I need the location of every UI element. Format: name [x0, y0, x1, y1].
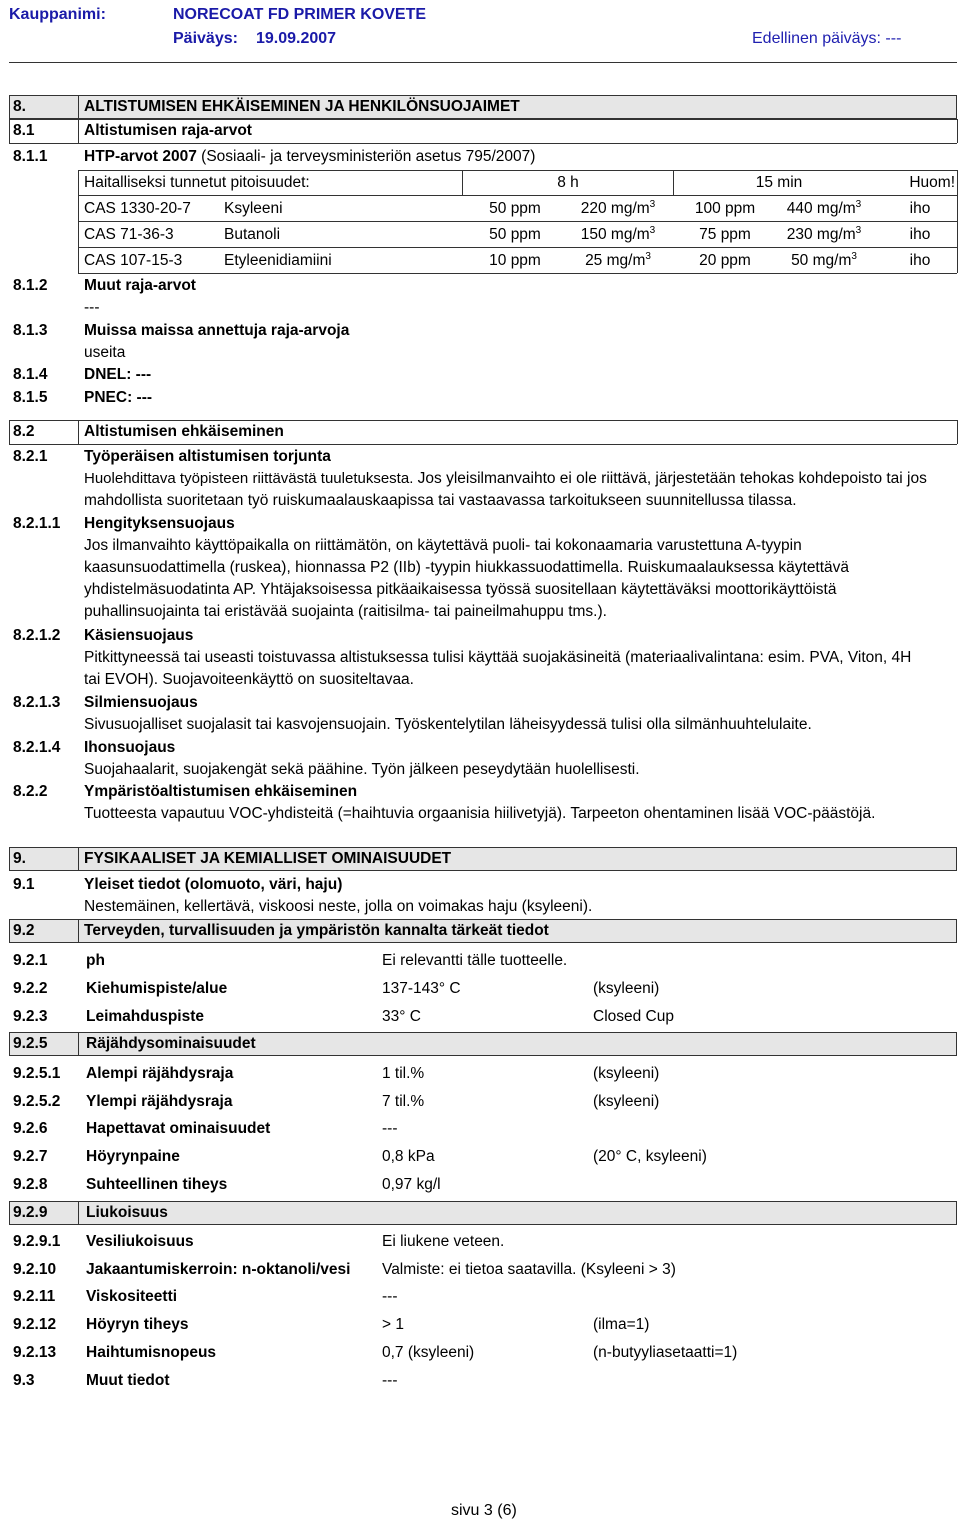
property-number: 9.2.13 — [13, 1344, 57, 1361]
mg-15min — [774, 250, 874, 272]
property-value: Ei liukene veteen. — [382, 1233, 505, 1250]
divider — [78, 119, 79, 143]
page-number: sivu 3 (6) — [451, 1502, 517, 1519]
section-8-2-1-4-number: 8.2.1.4 — [13, 739, 61, 756]
property-label: Hapettavat ominaisuudet — [86, 1120, 271, 1137]
property-label: Höyryn tiheys — [86, 1316, 189, 1333]
superscript: 3 — [649, 224, 656, 236]
section-8-2-1-number: 8.2.1 — [13, 448, 48, 465]
section-8-2-1-3-text: Sivusuojalliset suojalasit tai kasvojensuojain. Työskentelytilan läheisyydessä tulisi olla silmänhuuhtelulaite. — [84, 716, 812, 733]
section-8-number: 8. — [13, 98, 26, 115]
property-number: 9.2.7 — [13, 1148, 48, 1165]
divider — [78, 221, 957, 222]
divider — [78, 1201, 79, 1225]
superscript: 3 — [649, 198, 656, 210]
property-value: Ei relevantti tälle tuotteelle. — [382, 952, 568, 969]
property-label: Kiehumispiste/alue — [86, 980, 228, 997]
property-number: 9.2.9 — [13, 1204, 48, 1221]
divider — [78, 919, 79, 943]
property-note: (ksyleeni) — [593, 1065, 660, 1082]
mg-8h — [568, 250, 668, 272]
property-number: 9.2.10 — [13, 1261, 57, 1278]
section-8-1-3-value: useita — [84, 344, 126, 361]
section-8-1-title: Altistumisen raja-arvot — [84, 122, 252, 139]
property-number: 9.2.2 — [13, 980, 48, 997]
property-value: Valmiste: ei tietoa saatavilla. (Ksyleeni > 3) — [382, 1261, 676, 1278]
substance-name: Ksyleeni — [224, 200, 283, 217]
cas-number: CAS 71-36-3 — [84, 226, 174, 243]
mg-15min-value: 440 mg/m — [786, 200, 856, 217]
table-column-note: Huom! — [909, 174, 955, 191]
property-number: 9.2.1 — [13, 952, 48, 969]
cas-number: CAS 107-15-3 — [84, 252, 183, 269]
section-8-2-title: Altistumisen ehkäiseminen — [84, 423, 284, 440]
cas-number: CAS 1330-20-7 — [84, 200, 191, 217]
mg-15min — [774, 224, 874, 246]
section-8-1-2-title: Muut raja-arvot — [84, 277, 196, 294]
divider — [957, 420, 958, 444]
section-8-1-number: 8.1 — [13, 122, 35, 139]
section-9-number: 9. — [13, 850, 26, 867]
property-label: Muut tiedot — [86, 1372, 170, 1389]
section-8-2-1-1-title: Hengityksensuojaus — [84, 515, 235, 532]
table-column-8h: 8 h — [557, 174, 579, 191]
property-label: Suhteellinen tiheys — [86, 1176, 228, 1193]
divider — [78, 247, 957, 248]
section-8-1-3-title: Muissa maissa annettuja raja-arvoja — [84, 322, 350, 339]
superscript: 3 — [855, 224, 862, 236]
section-8-2-1-text-2: Jos yleisilmanvaihto ei ole riittävä, järjestetään tehokas kohdepoisto tai jos mahdollista suoritetaan työ ruiskumaalauskaapissa tai vastaavassa tarkoitukseen suunnitellussa tilassa. — [84, 470, 927, 509]
company-label: Kauppanimi: — [9, 6, 106, 23]
substance-name: Butanoli — [224, 226, 281, 243]
divider — [9, 420, 10, 444]
property-value: 1 til.% — [382, 1065, 425, 1082]
section-8-2-1-1-text: Jos ilmanvaihto käyttöpaikalla on riittämätön, on käytettävä puoli- tai kokonaamaria varustettuna A-tyypin kaasunsuodattimella (ruskea), hionnassa P2 (IIb) -tyypin hiukkassuodattimella. Ruiskumaalauksessa käytettävä yhdistelmäsuodatinta AP. Yhtäjaksoisessa pitkäaikaisessa työssä suositellaan käytettäväksi moottorikäyttöistä puhallinsuojainta tai eristävää suojainta (raitisilma- tai paineilmahuppu tms.). — [84, 537, 850, 620]
divider — [78, 170, 79, 273]
mg-8h-value: 150 mg/m — [580, 226, 650, 243]
superscript: 3 — [645, 250, 651, 262]
section-8-2-1-2-text: Pitkittyneessä tai useasti toistuvassa altistuksessa tulisi käyttää suojakäsineitä (materiaalivalintana: esim. PVA, Viton, 4H tai EVOH). Suojavoiteenkäyttö on suositeltavaa. — [84, 649, 912, 688]
property-number: 9.2.12 — [13, 1316, 57, 1333]
superscript: 3 — [851, 250, 857, 262]
date-label: Päiväys: — [173, 30, 238, 47]
section-8-2-2-title: Ympäristöaltistumisen ehkäiseminen — [84, 783, 358, 800]
divider — [78, 847, 79, 871]
section-8-1-5-title: PNEC: --- — [84, 389, 153, 406]
header-rule — [9, 62, 957, 63]
ppm-8h: 50 ppm — [489, 200, 541, 217]
date-value: 19.09.2007 — [256, 30, 337, 47]
property-label: Vesiliukoisuus — [86, 1233, 194, 1250]
property-value: > 1 — [382, 1316, 404, 1333]
property-number: 9.2.9.1 — [13, 1233, 61, 1250]
ppm-15min: 75 ppm — [699, 226, 751, 243]
divider — [957, 119, 958, 143]
divider — [78, 95, 79, 119]
mg-15min-value: 50 mg/m — [791, 252, 852, 269]
property-value: 7 til.% — [382, 1093, 425, 1110]
property-number: 9.2.5 — [13, 1035, 48, 1052]
section-8-title: ALTISTUMISEN EHKÄISEMINEN JA HENKILÖNSUOJAIMET — [84, 98, 520, 115]
note: iho — [909, 226, 931, 243]
property-value: 137-143° C — [382, 980, 461, 997]
property-number: 9.3 — [13, 1372, 35, 1389]
property-label: Haihtumisnopeus — [86, 1344, 217, 1361]
table-column-label: Haitalliseksi tunnetut pitoisuudet: — [84, 174, 310, 191]
section-8-2-1-4-text: Suojahaalarit, suojakengät sekä päähine. Työn jälkeen peseydytään huolellisesti. — [84, 761, 640, 778]
property-label: Ylempi räjähdysraja — [86, 1093, 233, 1110]
property-label: Viskositeetti — [86, 1288, 178, 1305]
table-column-15min: 15 min — [755, 174, 803, 191]
ppm-8h: 50 ppm — [489, 226, 541, 243]
property-label: Alempi räjähdysraja — [86, 1065, 234, 1082]
property-note: (n-butyyliasetaatti=1) — [593, 1344, 738, 1361]
mg-8h — [568, 198, 668, 220]
section-9-1-text: Nestemäinen, kellertävä, viskoosi neste, jolla on voimakas haju (ksyleeni). — [84, 898, 593, 915]
property-label: Jakaantumiskerroin: n-oktanoli/vesi — [86, 1261, 351, 1278]
property-note: (ksyleeni) — [593, 980, 660, 997]
section-8-2-1-3-title: Silmiensuojaus — [84, 694, 198, 711]
mg-8h — [568, 224, 668, 246]
property-label: Leimahduspiste — [86, 1008, 204, 1025]
section-8-2-2-number: 8.2.2 — [13, 783, 48, 800]
section-8-2-1-4-title: Ihonsuojaus — [84, 739, 176, 756]
section-8-2-1-text-1: Huolehdittava työpisteen riittävästä tuuletuksesta. — [84, 470, 414, 487]
property-label: Höyrynpaine — [86, 1148, 180, 1165]
substance-name: Etyleenidiamiini — [224, 252, 332, 269]
section-8-1-1-title: HTP-arvot 2007 — [84, 148, 197, 165]
property-note: (20° C, ksyleeni) — [593, 1148, 707, 1165]
section-8-2-1-1-number: 8.2.1.1 — [13, 515, 61, 532]
section-8-1-1-number: 8.1.1 — [13, 148, 48, 165]
section-8-2-1-2-number: 8.2.1.2 — [13, 627, 61, 644]
divider — [9, 444, 957, 445]
mg-8h-value: 25 mg/m — [585, 252, 646, 269]
section-8-1-3-number: 8.1.3 — [13, 322, 48, 339]
section-9-title: FYSIKAALISET JA KEMIALLISET OMINAISUUDET — [84, 850, 452, 867]
mg-8h-value: 220 mg/m — [580, 200, 650, 217]
property-value: --- — [382, 1372, 398, 1389]
section-8-1-2-value: --- — [84, 299, 100, 316]
section-8-1-2-number: 8.1.2 — [13, 277, 48, 294]
property-label: Räjähdysominaisuudet — [86, 1035, 256, 1052]
section-8-2-1-text — [84, 468, 954, 512]
previous-date: Edellinen päiväys: --- — [752, 30, 902, 47]
property-value: 0,7 (ksyleeni) — [382, 1344, 475, 1361]
section-8-2-1-3-number: 8.2.1.3 — [13, 694, 61, 711]
property-number: 9.2.6 — [13, 1120, 48, 1137]
property-note: (ksyleeni) — [593, 1093, 660, 1110]
ppm-15min: 20 ppm — [699, 252, 751, 269]
divider — [78, 195, 957, 196]
property-number: 9.2.5.2 — [13, 1093, 61, 1110]
section-9-2-number: 9.2 — [13, 922, 35, 939]
property-value: 0,8 kPa — [382, 1148, 435, 1165]
property-number: 9.2.8 — [13, 1176, 48, 1193]
section-8-1-4-title: DNEL: --- — [84, 366, 152, 383]
property-note: Closed Cup — [593, 1008, 674, 1025]
divider — [78, 420, 79, 444]
section-8-1-4-number: 8.1.4 — [13, 366, 48, 383]
section-9-1-number: 9.1 — [13, 876, 35, 893]
superscript: 3 — [855, 198, 862, 210]
divider — [78, 1032, 79, 1056]
section-9-1-title: Yleiset tiedot (olomuoto, väri, haju) — [84, 876, 343, 893]
property-value: --- — [382, 1120, 398, 1137]
ppm-8h: 10 ppm — [489, 252, 541, 269]
section-8-1-1-note: (Sosiaali- ja terveysministeriön asetus 795/2007) — [196, 148, 536, 165]
mg-15min — [774, 198, 874, 220]
section-8-1-1-heading — [84, 146, 535, 168]
divider — [9, 143, 957, 144]
ppm-15min: 100 ppm — [694, 200, 756, 217]
section-8-2-2-text: Tuotteesta vapautuu VOC-yhdisteitä (=haihtuvia orgaanisia hiilivetyjä). Tarpeeton ohentaminen lisää VOC-päästöjä. — [84, 805, 876, 822]
divider — [957, 170, 958, 273]
mg-15min-value: 230 mg/m — [786, 226, 856, 243]
note: iho — [909, 200, 931, 217]
section-8-2-1-2-title: Käsiensuojaus — [84, 627, 194, 644]
property-value: 0,97 kg/l — [382, 1176, 441, 1193]
property-number: 9.2.3 — [13, 1008, 48, 1025]
property-label: ph — [86, 952, 105, 969]
section-8-1-5-number: 8.1.5 — [13, 389, 48, 406]
property-label: Liukoisuus — [86, 1204, 168, 1221]
property-note: (ilma=1) — [593, 1316, 650, 1333]
property-value: --- — [382, 1288, 398, 1305]
note: iho — [909, 252, 931, 269]
divider — [78, 273, 957, 274]
product-name: NORECOAT FD PRIMER KOVETE — [173, 6, 427, 23]
property-value: 33° C — [382, 1008, 421, 1025]
property-number: 9.2.5.1 — [13, 1065, 61, 1082]
divider — [78, 170, 957, 171]
section-8-2-1-title: Työperäisen altistumisen torjunta — [84, 448, 331, 465]
section-9-2-title: Terveyden, turvallisuuden ja ympäristön kannalta tärkeät tiedot — [84, 922, 549, 939]
section-8-2-number: 8.2 — [13, 423, 35, 440]
property-number: 9.2.11 — [13, 1288, 56, 1305]
divider — [9, 119, 10, 143]
